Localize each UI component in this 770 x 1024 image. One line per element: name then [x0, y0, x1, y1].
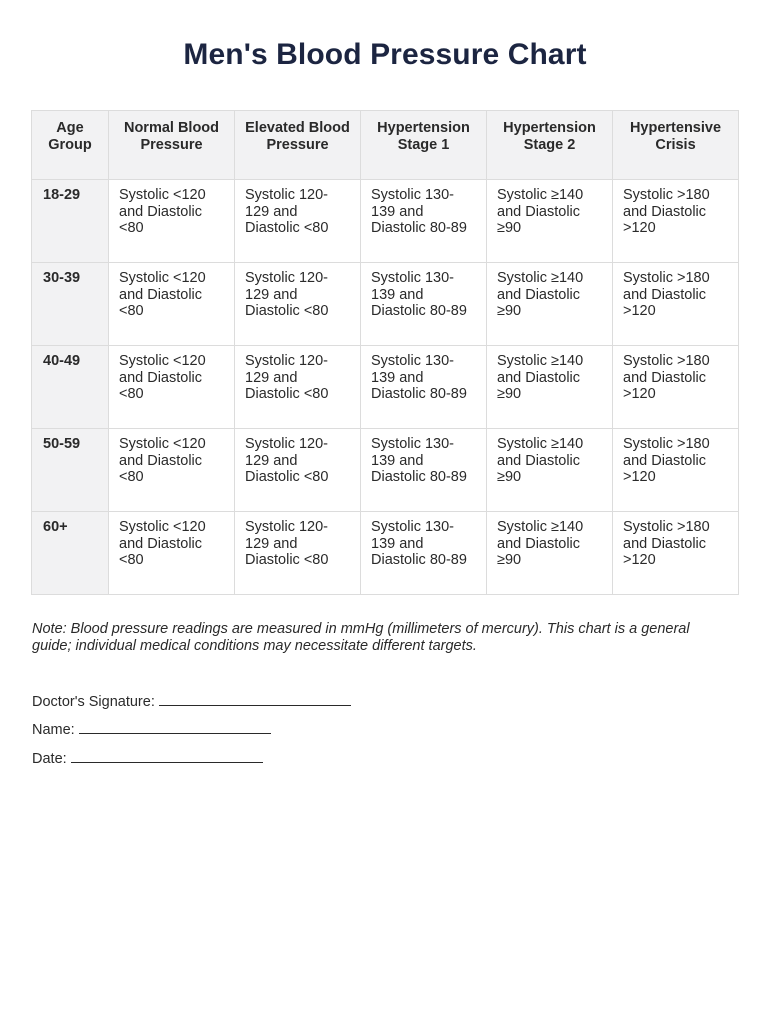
- table-row: [32, 429, 739, 512]
- crisis-cell: Systolic >180 and Diastolic >120: [613, 346, 739, 429]
- stage-2-cell: Systolic ≥140 and Diastolic ≥90: [487, 180, 613, 263]
- stage-1-cell: Systolic 130-139 and Diastolic 80-89: [361, 180, 487, 263]
- stage-2-cell: Systolic ≥140 and Diastolic ≥90: [487, 512, 613, 595]
- doctor-signature-blank[interactable]: [159, 693, 351, 706]
- stage-1-cell: Systolic 130-139 and Diastolic 80-89: [361, 346, 487, 429]
- crisis-cell: Systolic >180 and Diastolic >120: [613, 180, 739, 263]
- normal-cell: Systolic <120 and Diastolic <80: [109, 512, 235, 595]
- table-row: [32, 180, 739, 263]
- stage-2-cell: Systolic ≥140 and Diastolic ≥90: [487, 346, 613, 429]
- date-line: [32, 750, 263, 767]
- crisis-cell: Systolic >180 and Diastolic >120: [613, 263, 739, 346]
- stage-2-cell: Systolic ≥140 and Diastolic ≥90: [487, 429, 613, 512]
- header-normal: Normal Blood Pressure: [109, 111, 235, 180]
- doctor-signature-label: Doctor's Signature:: [32, 694, 155, 710]
- age-group-cell: 60+: [32, 512, 109, 595]
- elevated-cell: Systolic 120-129 and Diastolic <80: [235, 512, 361, 595]
- stage-1-cell: Systolic 130-139 and Diastolic 80-89: [361, 429, 487, 512]
- header-crisis: Hypertensive Crisis: [613, 111, 739, 180]
- header-stage-2: Hypertension Stage 2: [487, 111, 613, 180]
- normal-cell: Systolic <120 and Diastolic <80: [109, 180, 235, 263]
- blood-pressure-table: [31, 110, 739, 595]
- age-group-cell: 18-29: [32, 180, 109, 263]
- stage-2-cell: Systolic ≥140 and Diastolic ≥90: [487, 263, 613, 346]
- header-elevated: Elevated Blood Pressure: [235, 111, 361, 180]
- normal-cell: Systolic <120 and Diastolic <80: [109, 263, 235, 346]
- table-header-row: [32, 111, 739, 180]
- date-label: Date:: [32, 751, 67, 767]
- normal-cell: Systolic <120 and Diastolic <80: [109, 429, 235, 512]
- crisis-cell: Systolic >180 and Diastolic >120: [613, 429, 739, 512]
- doctor-signature-line: [32, 693, 351, 710]
- header-stage-1: Hypertension Stage 1: [361, 111, 487, 180]
- elevated-cell: Systolic 120-129 and Diastolic <80: [235, 180, 361, 263]
- stage-1-cell: Systolic 130-139 and Diastolic 80-89: [361, 512, 487, 595]
- name-label: Name:: [32, 722, 75, 738]
- measurement-note: Note: Blood pressure readings are measured in mmHg (millimeters of mercury). This chart is a general guide; individual medical conditions may necessitate different targets.: [32, 621, 690, 654]
- elevated-cell: Systolic 120-129 and Diastolic <80: [235, 346, 361, 429]
- elevated-cell: Systolic 120-129 and Diastolic <80: [235, 263, 361, 346]
- age-group-cell: 30-39: [32, 263, 109, 346]
- name-blank[interactable]: [79, 721, 271, 734]
- table-row: [32, 346, 739, 429]
- page-title: Men's Blood Pressure Chart: [183, 38, 587, 71]
- table-row: [32, 263, 739, 346]
- crisis-cell: Systolic >180 and Diastolic >120: [613, 512, 739, 595]
- stage-1-cell: Systolic 130-139 and Diastolic 80-89: [361, 263, 487, 346]
- table-row: [32, 512, 739, 595]
- header-age-group: Age Group: [32, 111, 109, 180]
- name-line: [32, 721, 271, 738]
- date-blank[interactable]: [71, 750, 263, 763]
- age-group-cell: 50-59: [32, 429, 109, 512]
- elevated-cell: Systolic 120-129 and Diastolic <80: [235, 429, 361, 512]
- normal-cell: Systolic <120 and Diastolic <80: [109, 346, 235, 429]
- age-group-cell: 40-49: [32, 346, 109, 429]
